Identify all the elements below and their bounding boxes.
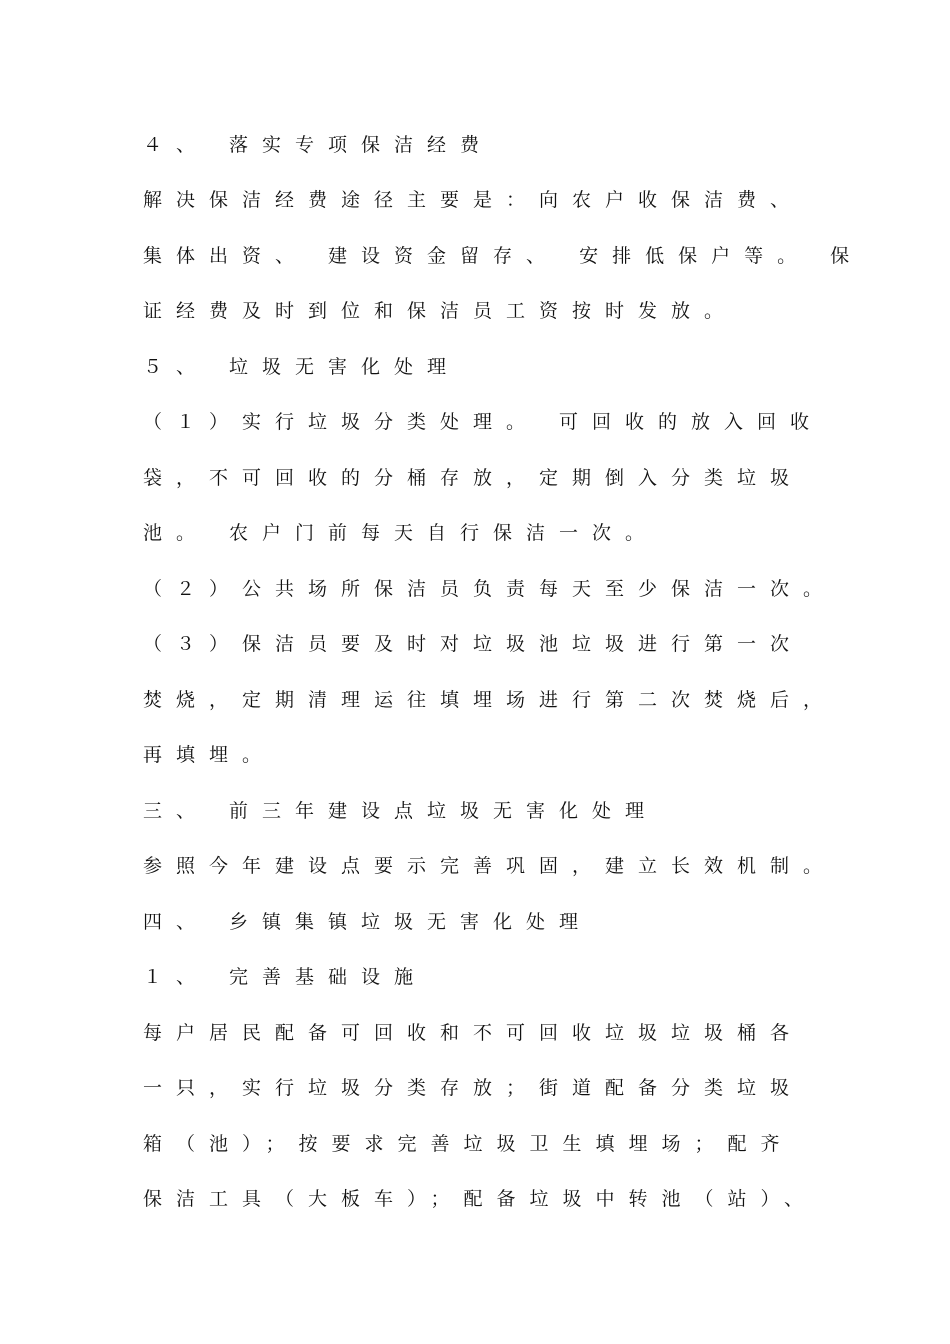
paragraph-line: （３）保洁员要及时对垃圾池垃圾进行第一次 bbox=[143, 633, 804, 655]
heading-4-funding: ４、 落实专项保洁经费 bbox=[143, 134, 494, 156]
paragraph-line: 再填埋。 bbox=[143, 744, 276, 766]
paragraph-line: 袋，不可回收的分桶存放，定期倒入分类垃圾 bbox=[143, 467, 804, 489]
paragraph-line: 每户居民配备可回收和不可回收垃圾垃圾桶各 bbox=[143, 1022, 804, 1044]
paragraph-line: 箱（池）；按要求完善垃圾卫生填埋场；配齐 bbox=[143, 1133, 794, 1155]
heading-1-infrastructure: １、 完善基础设施 bbox=[143, 966, 428, 988]
heading-section-4: 四、 乡镇集镇垃圾无害化处理 bbox=[143, 911, 593, 933]
paragraph-line: 保洁工具（大板车）；配备垃圾中转池（站）、 bbox=[143, 1188, 818, 1210]
paragraph-line: 参照今年建设点要示完善巩固，建立长效机制。 bbox=[143, 855, 837, 877]
heading-5-harmless-treatment: ５、 垃圾无害化处理 bbox=[143, 356, 461, 378]
paragraph-line: （２）公共场所保洁员负责每天至少保洁一次。 bbox=[143, 578, 837, 600]
paragraph-line: 焚烧，定期清理运往填埋场进行第二次焚烧后， bbox=[143, 689, 837, 711]
paragraph-line: 证经费及时到位和保洁员工资按时发放。 bbox=[143, 300, 738, 322]
heading-section-3: 三、 前三年建设点垃圾无害化处理 bbox=[143, 800, 659, 822]
paragraph-line: （１）实行垃圾分类处理。 可回收的放入回收 bbox=[143, 411, 824, 433]
paragraph-line: 一只，实行垃圾分类存放；街道配备分类垃圾 bbox=[143, 1077, 804, 1099]
paragraph-line: 解决保洁经费途径主要是：向农户收保洁费、 bbox=[143, 189, 804, 211]
paragraph-line: 池。 农户门前每天自行保洁一次。 bbox=[143, 522, 659, 544]
paragraph-line: 集体出资、 建设资金留存、 安排低保户等。 保 bbox=[143, 245, 864, 267]
